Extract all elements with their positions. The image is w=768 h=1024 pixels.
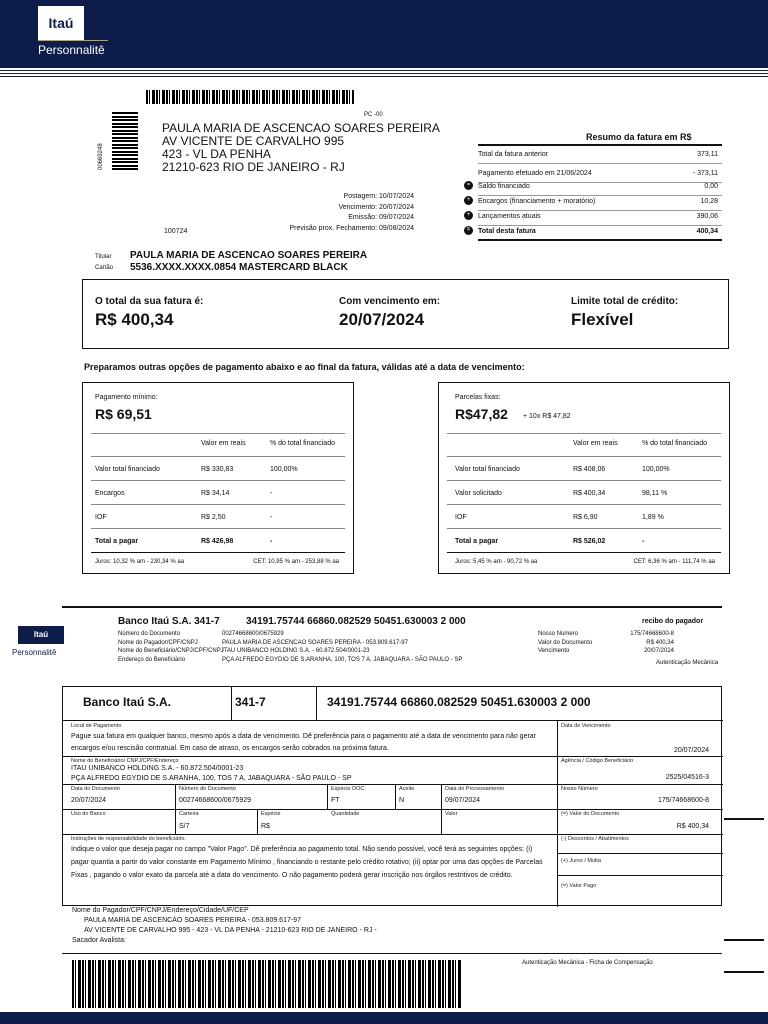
summary-title: Resumo da fatura em R$ xyxy=(586,132,692,142)
address-line-3: 21210-623 RIO DE JANEIRO - RJ xyxy=(162,160,345,174)
slip-digitable-line: 34191.75744 66860.082529 50451.630003 2 000 xyxy=(327,695,591,709)
summary-row: + Encargos (financiamento + moratório) 10,28 xyxy=(478,192,722,211)
agency-label: Agência / Código Beneficiário xyxy=(561,758,634,764)
plus-marker-icon: + xyxy=(464,211,473,220)
plus-marker-icon: + xyxy=(464,196,473,205)
holder-name: PAULA MARIA DE ASCENCAO SOARES PEREIRA xyxy=(130,250,368,261)
recipient-name: PAULA MARIA DE ASCENCAO SOARES PEREIRA xyxy=(162,121,440,135)
page-header xyxy=(0,0,768,68)
table-row: Valor total financiado R$ 330,83 100,00% xyxy=(91,457,345,481)
table-row: IOF R$ 6,90 1,89 % xyxy=(447,505,721,529)
juros-field: (+) Juros / Multa xyxy=(561,858,601,864)
payer-line-1: PAULA MARIA DE ASCENCAO SOARES PEREIRA - 053.809.617-97 xyxy=(84,917,301,924)
pc-code: PC -00 xyxy=(364,112,383,118)
summary-row: Total da fatura anterior 373,11 xyxy=(478,145,722,164)
receipt-right-values: 175/74668600-8 R$ 400,34 20/07/2024 xyxy=(630,631,674,654)
holder-values xyxy=(130,250,367,274)
slip-bank: Banco Itaú S.A. xyxy=(83,695,172,709)
slip-bank-code: 341-7 xyxy=(235,695,266,709)
benef-label: Nome do Beneficiário/ CNPJ/CPF/Endereço xyxy=(71,758,179,764)
due-label: Data de Vencimento xyxy=(561,723,611,729)
total-value: R$ 400,34 xyxy=(95,310,174,329)
proc-date: 09/07/2024 xyxy=(445,797,481,804)
payer-line-2: AV VICENTE DE CARVALHO 995 - 423 - VL DA PENHA - 21210-623 RIO DE JANEIRO - RJ - xyxy=(84,927,377,934)
due-value: 20/07/2024 xyxy=(673,747,709,754)
summary-row: Pagamento efetuado em 21/06/2024 - 373,11 xyxy=(478,164,722,183)
receipt-itau-logo: Itaú xyxy=(18,626,64,644)
sacador: Sacador Avalista: xyxy=(72,937,126,944)
limit-value: Flexível xyxy=(571,310,634,329)
instr-label: Instruções de responsabilidade do beneficiário. xyxy=(71,836,186,842)
doc-value: R$ 400,34 xyxy=(676,823,709,830)
itau-logo: Itaú xyxy=(38,6,84,40)
due-value: 20/07/2024 xyxy=(339,310,425,329)
col-header: % do total financiado xyxy=(270,440,335,447)
table-row-total: Total a pagar R$ 526,02 - xyxy=(447,529,721,553)
benef-values: ITAU UNIBANCO HOLDING S.A. - 60.872.504/0001-23 PÇA ALFREDO EGYDIO DE S.ARANHA, 100, TOS 7 A, JABAQUARA - SÃO PAULO - SP xyxy=(71,765,352,782)
option-minimum-box xyxy=(82,382,354,574)
interest-rate: Juros: 5,45 % am - 90,72 % aa xyxy=(455,559,538,565)
card-number: 5536.XXXX.XXXX.0854 MASTERCARD BLACK xyxy=(130,262,348,273)
date-fechamento: Previsão prox. Fechamento: 09/08/2024 xyxy=(289,224,414,232)
cartao-label: Cartão xyxy=(95,265,114,271)
paid-field: (=) Valor Pago xyxy=(561,883,597,889)
cut-mark xyxy=(724,818,764,820)
cet-rate: CET: 6,36 % am - 111,74 % aa xyxy=(633,559,715,565)
accept: N xyxy=(399,797,405,804)
date-vencimento: Vencimento: 20/07/2024 xyxy=(338,203,414,211)
agency-value: 2525/04516-3 xyxy=(665,774,709,781)
receipt-right-labels: Nosso Número Valor do Documento Vencimento xyxy=(538,631,593,654)
equals-marker-icon: = xyxy=(464,181,473,190)
summary-row: = Saldo financiado 0,00 xyxy=(478,177,722,196)
option-label: Parcelas fixas: xyxy=(455,394,501,401)
totals-box xyxy=(82,279,729,349)
receipt-digitable-line: 34191.75744 66860.082529 50451.630003 2 000 xyxy=(246,616,466,627)
holder-labels xyxy=(95,252,113,274)
col-header: Valor em reais xyxy=(573,440,618,447)
mailing-code: 100724 xyxy=(164,228,188,235)
col-header: Valor em reais xyxy=(201,440,246,447)
local-text: Pague sua fatura em qualquer banco, mesmo após a data de vencimento. Dê preferência para o pagamento até a data de vencimento para não gerar encargos e/ou rescisão contratual. Em caso de atraso, os encargos serão cobrados na próxima fatura. xyxy=(71,733,537,752)
header-stripes xyxy=(0,70,768,81)
doc-species: FT xyxy=(331,797,340,804)
receipt-bank: Banco Itaú S.A. 341-7 xyxy=(118,616,220,627)
table-row: Valor total financiado R$ 408,06 100,00% xyxy=(447,457,721,481)
address-line-1: AV VICENTE DE CARVALHO 995 xyxy=(162,134,345,148)
interest-rate: Juros: 10,32 % am - 230,34 % aa xyxy=(95,559,185,565)
cut-mark xyxy=(724,939,764,941)
option-label: Pagamento mínimo: xyxy=(95,394,158,401)
payment-barcode xyxy=(72,960,462,1008)
receipt-values: 00274668600/0675929 PAULA MARIA DE ASCENCAO SOARES PEREIRA - 053.809.617-97 ITAU UNIBANCO HOLDING S.A. - 60.872.504/0001-23 PÇA ALFREDO EGYDIO DE S.ARANHA, 100, TOS 7 A, JABAQUARA - SÃO PAULO - SP xyxy=(222,631,463,663)
table-row: IOF R$ 2,50 - xyxy=(91,505,345,529)
option-value: R$ 69,51 xyxy=(95,406,152,422)
payer-block xyxy=(72,906,377,946)
table-row-total: Total a pagar R$ 426,98 - xyxy=(91,529,345,553)
options-heading: Preparamos outras opções de pagamento abaixo e ao final da fatura, válidas até a data de vencimento: xyxy=(84,362,525,372)
address-block xyxy=(162,122,440,174)
table-row: Encargos R$ 34,14 - xyxy=(91,481,345,505)
footer-auth: Autenticação Mecânica - Ficha de Compensação xyxy=(522,960,653,966)
page-footer xyxy=(0,1012,768,1024)
receipt-title: recibo do pagador xyxy=(642,618,704,625)
titular-label: Titular xyxy=(95,254,112,260)
limit-label: Limite total de crédito: xyxy=(571,296,679,307)
payment-slip: Banco Itaú S.A. 341-7 34191.75744 66860.082529 50451.630003 2 000 Local de Pagamento Pague sua fatura em qualquer banco, mesmo após a data de vencimento. Dê preferência para o pagamento até a data de vencimento para não gerar encargos e/ou rescisão contratual. Em caso de atraso, os encargos serão cobrados na próxima fatura. Data de Vencimento 20/07/2024 Nome do Beneficiário/ CNPJ/CPF/Endereço ITAU UNIBANCO HOLDING S.A. - 60.872.504/0001-23 PÇA ALFREDO EGYDIO DE S.ARANHA, 100, TOS 7 A, JABAQUARA - SÃO PAULO - SP Agência / Código Beneficiário 2525/04516-3 Data do Documento 20/07/2024 Número do Documento 00274668600/0675929 Espécie DOC. FT Aceite N Data do Processamento 09/07/2024 Nosso Número 175/74668600-8 Uso do Banco Carteira S/7 Espécie R$ Quantidade Valor (=) Valor do Documento R$ 400,34 Instruções de responsabilidade do beneficiário. Indique o valor que deseja pagar no campo "Valor Pago". Dê preferência ao pagamento total. Não sendo possível, você terá as seguintes opções: (i) pagar quantia a partir do valor constante em Pagamento Mínimo , financiando o restante pelo crédito rotativo; (ii) optar por uma das opções de Parcelas Fixas , pagando o valor exato da parcela até a data do vencimento. O não pagamento poderá gerar inscrição nos órgãos restritivos de crédito. (-) Descontos / Abatimentos (+) Juros / Multa (=) Valor Pago xyxy=(62,686,722,906)
carteira: S/7 xyxy=(179,823,190,830)
option-installments-box xyxy=(438,382,730,574)
col-header: % do total financiado xyxy=(642,440,707,447)
brand-name: Personnalitê xyxy=(38,43,105,57)
postal-barcode xyxy=(146,90,354,104)
cut-mark xyxy=(724,971,764,973)
local-label: Local de Pagamento xyxy=(71,723,122,729)
due-label: Com vencimento em: xyxy=(339,296,441,307)
address-line-2: 423 - VL DA PENHA xyxy=(162,147,271,161)
option-extra: + 10x R$ 47,82 xyxy=(523,413,571,420)
instr-text: Indique o valor que deseja pagar no campo "Valor Pago". Dê preferência ao pagamento total. Não sendo possível, você terá as seguintes opções: (i) pagar quantia a partir do valor constante em Pagamento Mínimo , financiando o restante pelo crédito rotativo; (ii) optar por uma das opções de Parcelas Fixas , pagando o valor exato da parcela até a data do vencimento. O não pagamento poderá gerar inscrição nos órgãos restritivos de crédito. xyxy=(71,846,543,879)
equals-marker-icon: = xyxy=(464,226,473,235)
receipt-auth: Autenticação Mecânica xyxy=(656,660,719,666)
cet-rate: CET: 10,95 % am - 253,88 % aa xyxy=(253,559,339,565)
doc-date: 20/07/2024 xyxy=(71,797,107,804)
especie: R$ xyxy=(261,823,270,830)
date-postagem: Postagem: 10/07/2024 xyxy=(343,193,414,200)
date-emissao: Emissão: 09/07/2024 xyxy=(348,214,414,221)
brand-divider xyxy=(38,40,108,41)
key-dates xyxy=(254,192,414,234)
nosso-numero: 175/74668600-8 xyxy=(658,797,709,804)
receipt-brand: Personnalitê xyxy=(12,648,57,657)
receipt-labels: Número do Documento Nome do Pagador/CPF/CNPJ Nome do Beneficiário/CNPJ/CPF/CNPJ Endereço do Beneficiário xyxy=(118,631,224,663)
summary-total-row: = Total desta fatura 400,34 xyxy=(478,222,722,241)
discount-field: (-) Descontos / Abatimentos xyxy=(561,836,629,842)
table-row: Valor solicitado R$ 400,34 98,11 % xyxy=(447,481,721,505)
summary-row: + Lançamentos atuais 390,06 xyxy=(478,207,722,226)
option-value: R$47,82 xyxy=(455,406,508,422)
total-label: O total da sua fatura é: xyxy=(95,296,204,307)
receipt-top-rule xyxy=(62,606,722,608)
payer-label: Nome do Pagador/CPF/CNPJ/Endereço/Cidade/UF/CEP xyxy=(72,907,249,914)
side-number: 00669248 xyxy=(98,143,104,170)
doc-number: 00274668600/0675929 xyxy=(179,797,252,804)
side-barcode xyxy=(112,112,138,170)
